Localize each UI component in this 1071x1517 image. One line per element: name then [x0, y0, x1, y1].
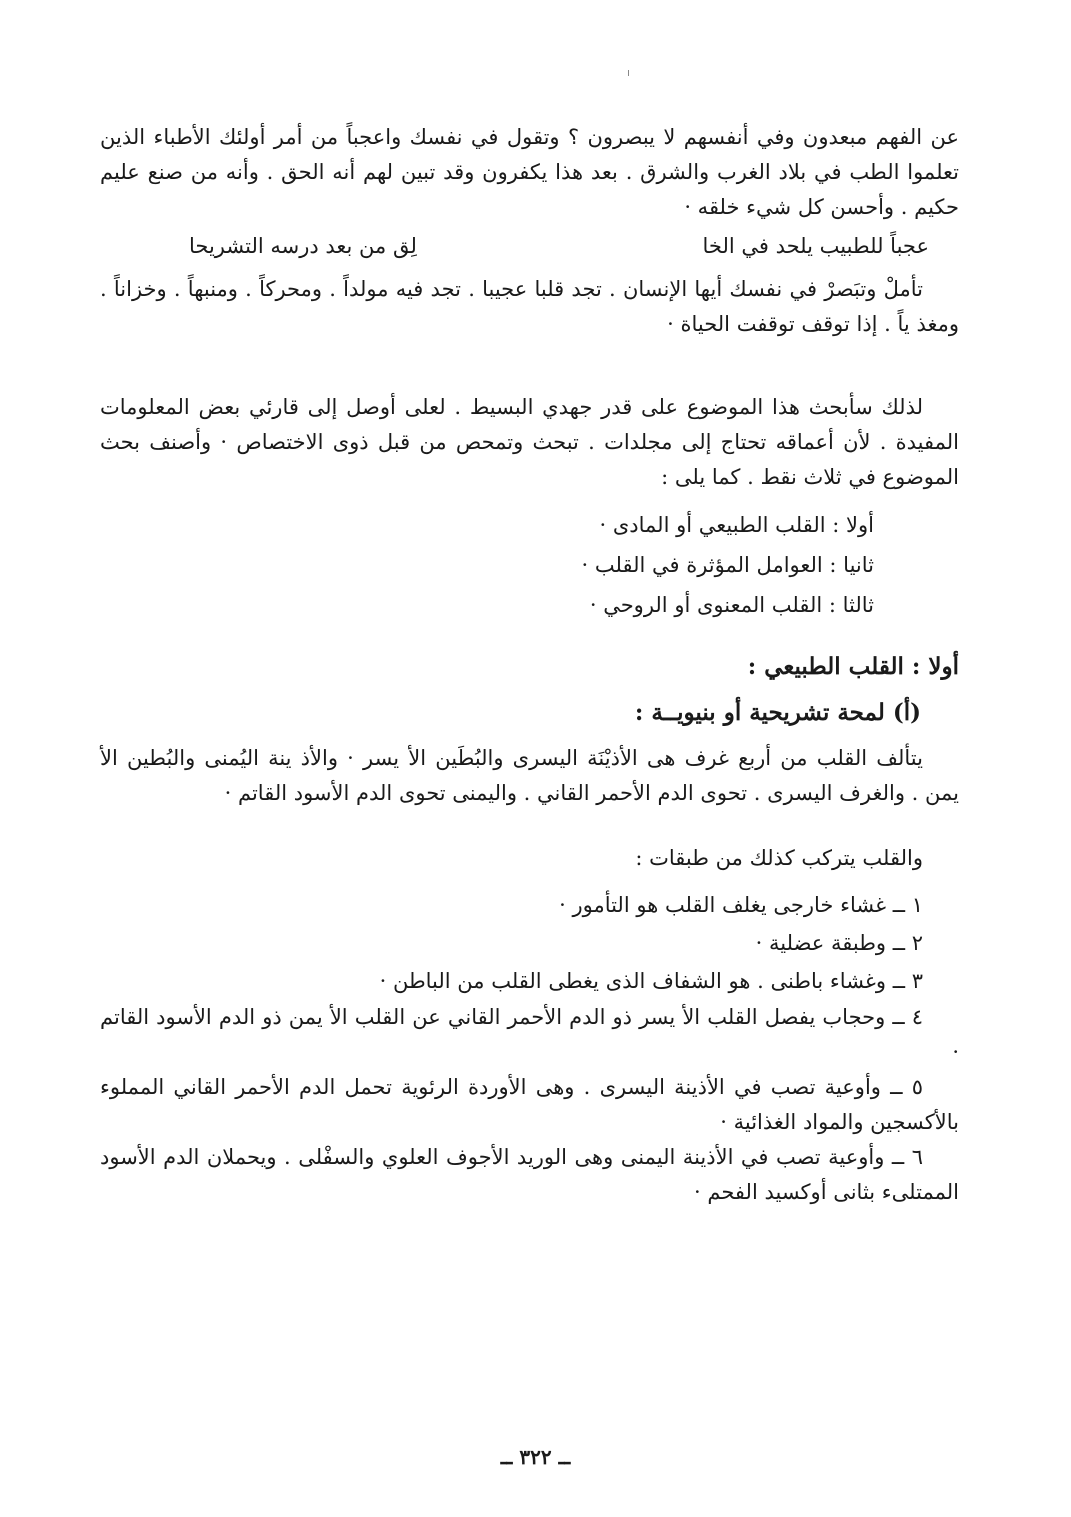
layer-item-6: ٦ ــ وأوعية تصب في الأذينة اليمنى وهى الوريد الأجوف العلوي والسفْلى . ويحملان الدم الأسود الممتلىء بثانى أوكسيد الفحم · — [100, 1145, 959, 1204]
point-item-3: ثالثا : القلب المعنوى أو الروحي · — [589, 593, 874, 617]
layer-item-5: ٥ ــ وأوعية تصب في الأذينة اليسرى . وهى الأوردة الرئوية تحمل الدم الأحمر القاني المملوء بالأكسجين والمواد الغذائية · — [100, 1075, 959, 1134]
paragraph-5: والقلب يتركب كذلك من طبقات : — [635, 846, 923, 870]
page-number: ــ ٣٢٢ ــ — [500, 1445, 571, 1469]
verse-second-hemistich: لِق من بعد درسه التشريحا — [189, 234, 417, 258]
section-heading: أولا : القلب الطبيعي : — [747, 653, 959, 680]
layer-item-3: ٣ ــ وغشاء باطنى . هو الشفاف الذى يغطى القلب من الباطن · — [379, 969, 923, 993]
point-item-1: أولا : القلب الطبيعي أو المادى · — [599, 513, 874, 537]
page-mark — [628, 70, 629, 76]
point-item-2: ثانيا : العوامل المؤثرة في القلب · — [581, 553, 874, 577]
poem-verse — [189, 229, 929, 264]
subsection-heading: (أ) لمحة تشريحية أو بنيويــة : — [634, 699, 921, 726]
verse-first-hemistich: عجباً للطبيب يلحد في الخا — [702, 234, 929, 258]
paragraph-3: لذلك سأبحث هذا الموضوع على قدر جهدي البسيط . لعلى أوصل إلى قارئي بعض المعلومات المفيدة . لأن أعماقه تحتاج إلى مجلدات . تبحث وتمحص من قبل ذوى الاختصاص · وأصنف بحث الموضوع في ثلاث نقط . كما يلى : — [100, 395, 959, 489]
layers-list — [100, 886, 959, 1210]
page-body — [100, 120, 959, 1477]
points-list — [100, 505, 959, 625]
paragraph-4: يتألف القلب من أربع غرف هى الأذيْنَة اليسرى والبُطَين الأ يسر · والأذ ينة اليُمنى والبُطين الأ يمن . والغرف اليسرى . تحوى الدم الأحمر القاني . واليمنى تحوى الدم الأسود القاتم · — [100, 746, 959, 805]
layer-item-2: ٢ ــ وطبقة عضلية · — [755, 931, 923, 955]
paragraph-2: تأملْ وتبَصرْ في نفسك أيها الإنسان . تجد قلبا عجيبا . تجد فيه مولداً . ومحركاً . ومنبهاً . وخزاناً . ومغذ ياً . إذا توقف توقفت الحياة · — [100, 277, 959, 336]
layer-item-1: ١ ــ غشاء خارجى يغلف القلب هو التأمور · — [559, 893, 923, 917]
paragraph-1: عن الفهم مبعدون وفي أنفسهم لا يبصرون ؟ وتقول في نفسك واعجباً من أمر أولئك الأطباء الذين تعلموا الطب في بلاد الغرب والشرق . بعد هذا يكفرون وقد تبين لهم أنه الحق . وأنه من صنع عليم حكيم . وأحسن كل شيء خلقه · — [100, 125, 959, 219]
layer-item-4: ٤ ــ وحجاب يفصل القلب الأ يسر ذو الدم الأحمر القاني عن القلب الأ يمن ذو الدم الأسود القاتم · — [100, 1005, 959, 1064]
